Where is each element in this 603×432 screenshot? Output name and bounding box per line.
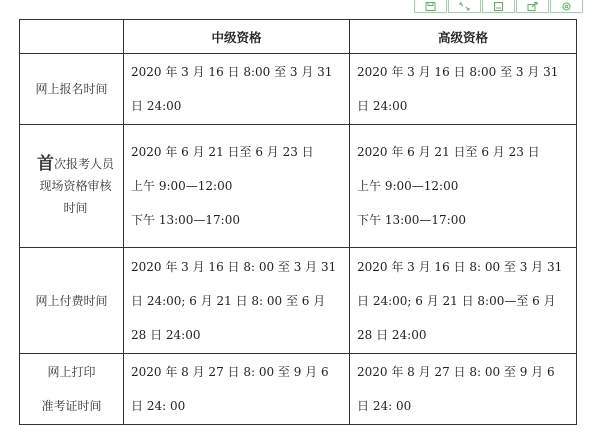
cell-line: 日 24:00 [131,99,182,113]
mid-cell [124,125,350,248]
header-row [20,20,577,54]
header-high-level: 高级资格 [350,20,577,54]
row-label-line: 次报考人员 [53,157,114,171]
expand-button[interactable] [448,0,481,13]
mid-cell [124,354,350,425]
cell-line: 日 24:00 [357,99,408,113]
cell-line: 2020 年 3 月 16 日 8: 00 至 3 月 31 [131,259,337,274]
export-button[interactable] [516,0,549,13]
row-label-line: 时间 [63,201,88,215]
high-cell [350,248,577,354]
mid-cell [124,54,350,125]
row-label [20,248,124,354]
table-row [20,354,577,425]
cell-line: 日 24: 00 [131,399,186,413]
cell-line: 下午 13:00—17:00 [131,213,240,227]
expand-icon [459,2,470,11]
row-label-line: 网上付费时间 [35,293,108,308]
cell-line: 日 24:00; 6 月 21 日 8: 00 至 6 月 [131,293,326,308]
high-cell [350,54,577,125]
cell-line: 上午 9:00—12:00 [131,179,233,193]
cell-line: 2020 年 6 月 21 日至 6 月 23 日 [357,145,540,159]
cell-line: 2020 年 8 月 27 日 8: 00 至 9 月 6 [357,365,555,379]
high-cell [350,125,577,248]
table-row [20,248,577,354]
save-button[interactable] [414,0,447,13]
cell-line: 2020 年 3 月 16 日 8: 00 至 3 月 31 [357,259,563,274]
row-label [20,125,124,248]
row-label [20,54,124,125]
row-label-line: 准考证时间 [41,399,102,413]
row-label-initial: 首 [36,154,54,174]
cell-line: 2020 年 3 月 16 日 8:00 至 3 月 31 [357,65,559,79]
table-row [20,125,577,248]
cell-line: 28 日 24:00 [357,327,427,342]
disk-button[interactable] [482,0,515,13]
settings-button[interactable] [550,0,583,13]
exam-schedule-table [19,19,577,425]
save-icon [425,2,436,11]
disk-icon [493,2,504,11]
cell-line: 28 日 24:00 [131,327,201,342]
cell-line: 日 24: 00 [357,399,412,413]
settings-icon [561,2,572,11]
cell-line: 日 24:00; 6 月 21 日 8:00—至 6 月 [357,293,556,308]
mid-cell [124,248,350,354]
header-empty [20,20,124,54]
cell-line: 下午 13:00—17:00 [357,213,466,227]
export-icon [527,2,538,11]
toolbar [414,0,585,14]
cell-line: 2020 年 6 月 21 日至 6 月 23 日 [131,145,314,159]
header-mid-level: 中级资格 [124,20,350,54]
row-label-line: 网上打印 [47,365,96,379]
row-label [20,354,124,425]
cell-line: 上午 9:00—12:00 [357,179,459,193]
high-cell [350,354,577,425]
cell-line: 2020 年 3 月 16 日 8:00 至 3 月 31 [131,65,333,79]
table-row [20,54,577,125]
row-label-line: 网上报名时间 [35,82,108,96]
cell-line: 2020 年 8 月 27 日 8: 00 至 9 月 6 [131,365,329,379]
row-label-line: 现场资格审核 [39,179,112,193]
